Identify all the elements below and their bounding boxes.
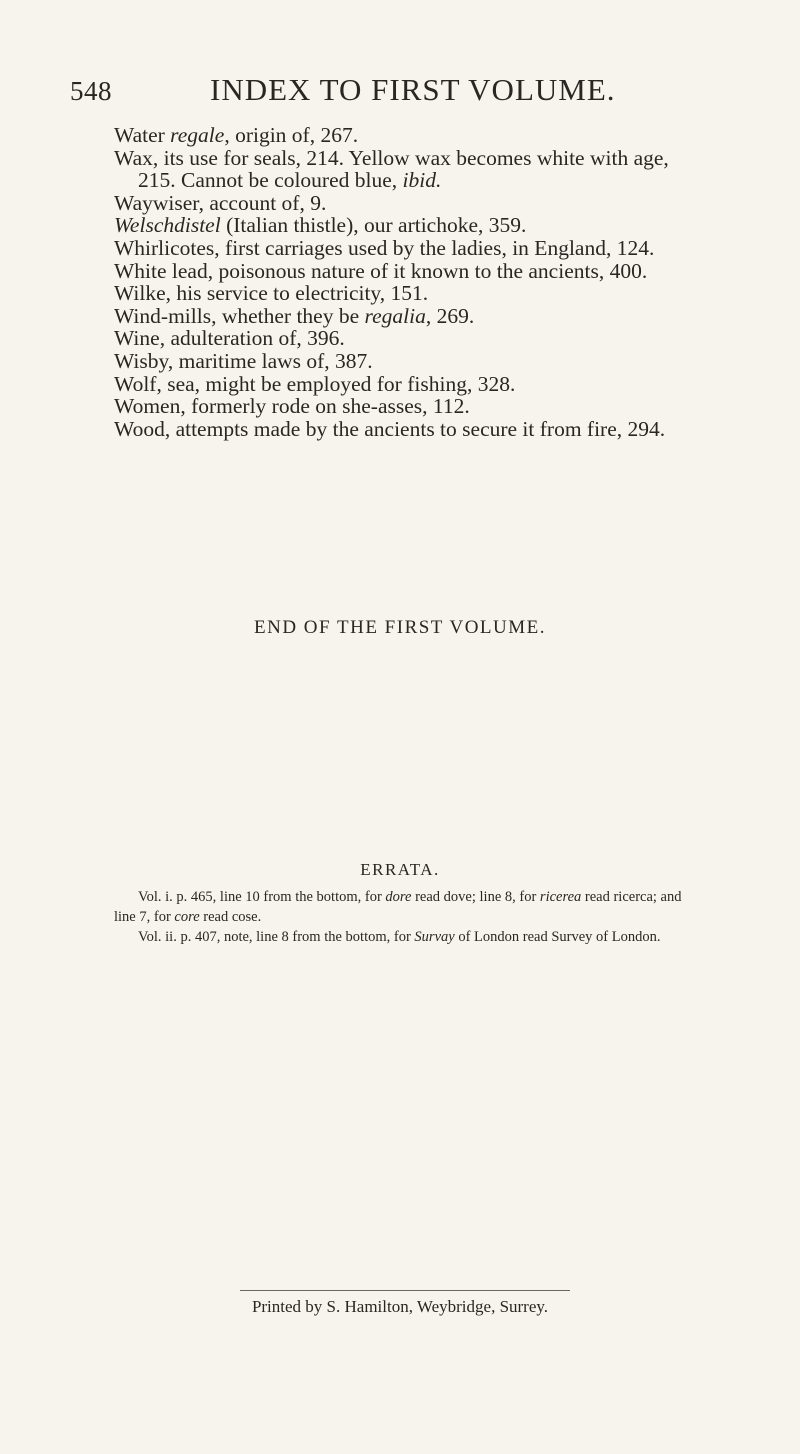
errata-item: Vol. ii. p. 407, note, line 8 from the bottom, for Survay of London read Survey of London. xyxy=(138,929,661,945)
index-entry: Wisby, maritime laws of, 387. xyxy=(114,348,373,373)
index-entry: Wax, its use for seals, 214. Yellow wax becomes white with age, 215. Cannot be coloured blue, ibid. xyxy=(114,145,669,193)
index-entry: Women, formerly rode on she-asses, 112. xyxy=(114,394,470,419)
end-of-volume-notice: END OF THE FIRST VOLUME. xyxy=(254,617,546,638)
printer-imprint: Printed by S. Hamilton, Weybridge, Surrey. xyxy=(251,1297,549,1316)
running-head xyxy=(70,72,730,112)
page-number: 548 xyxy=(70,76,112,106)
index-entry: Welschdistel (Italian thistle), our artichoke, 359. xyxy=(114,213,527,238)
errata-heading: ERRATA. xyxy=(360,860,440,879)
index-entry: Water regale, origin of, 267. xyxy=(114,123,359,147)
index-entries xyxy=(114,124,674,440)
errata-item: Vol. i. p. 465, line 10 from the bottom, for dore read dove; line 8, for ricerea read ricerca; and line 7, for core read cose. xyxy=(114,889,682,925)
index-entry: Wilke, his service to electricity, 151. xyxy=(114,281,429,306)
page-title: INDEX TO FIRST VOLUME. xyxy=(210,72,616,107)
errata-list xyxy=(114,887,689,947)
index-entry: Wood, attempts made by the ancients to secure it from fire, 294. xyxy=(114,416,666,441)
index-entry: Wine, adulteration of, 396. xyxy=(114,326,345,351)
index-entry: White lead, poisonous nature of it known to the ancients, 400. xyxy=(114,258,648,283)
index-entry: Wind-mills, whether they be regalia, 269. xyxy=(114,303,475,328)
index-entry: Wolf, sea, might be employed for fishing, 328. xyxy=(114,371,516,396)
index-entry: Whirlicotes, first carriages used by the ladies, in England, 124. xyxy=(114,235,655,260)
imprint-divider xyxy=(240,1290,570,1291)
index-entry: Waywiser, account of, 9. xyxy=(114,190,327,215)
